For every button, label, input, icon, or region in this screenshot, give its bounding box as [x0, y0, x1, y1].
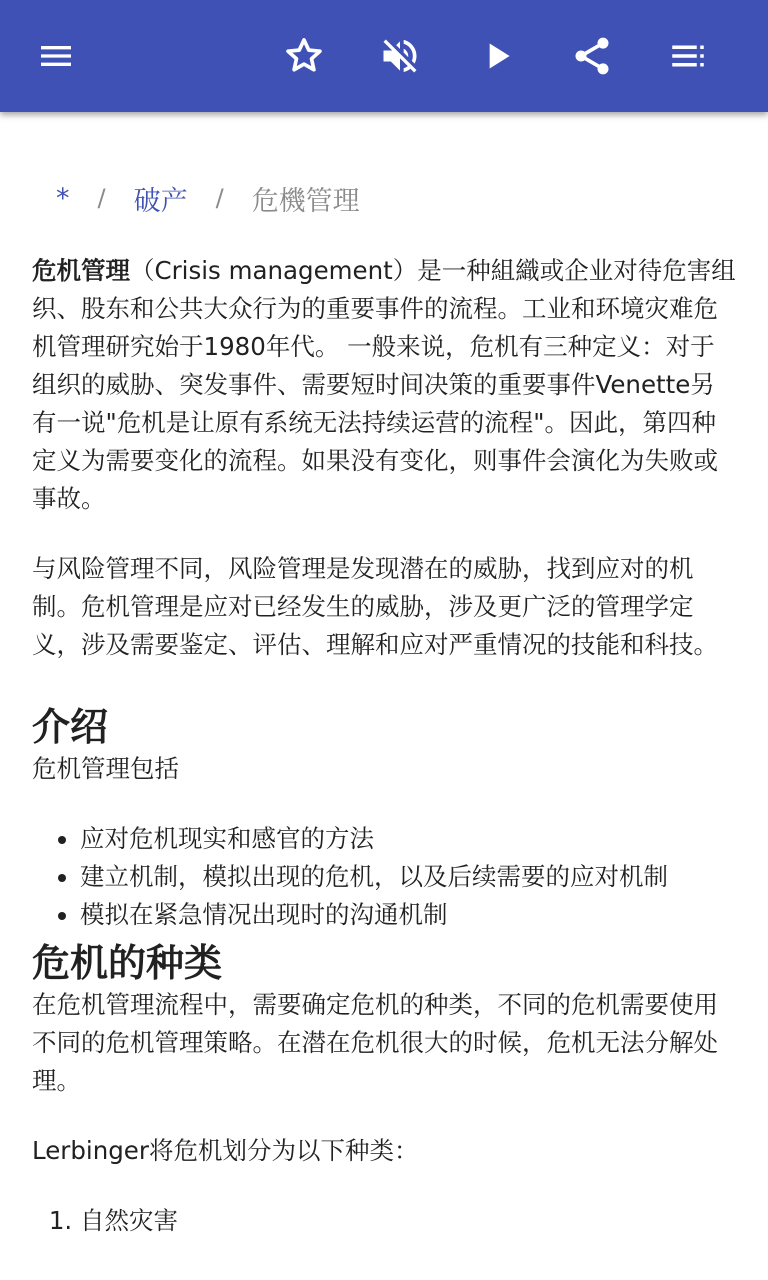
breadcrumb-current: 危機管理 — [251, 185, 360, 217]
playlist-icon — [667, 35, 709, 77]
article-term: 危机管理 — [32, 256, 130, 285]
intro-list — [32, 820, 738, 934]
breadcrumb-separator: / — [97, 184, 106, 212]
menu-button[interactable] — [24, 24, 88, 88]
mute-button[interactable] — [368, 24, 432, 88]
article-paragraph — [32, 252, 738, 518]
article-paragraph: 在危机管理流程中，需要确定危机的种类，不同的危机需要使用不同的危机管理策略。在潜在危机很大的时候，危机无法分解处理。 — [32, 990, 718, 1095]
app-toolbar — [0, 0, 768, 112]
share-button[interactable] — [560, 24, 624, 88]
article-body — [32, 252, 738, 1240]
breadcrumb — [56, 178, 360, 218]
share-icon — [570, 34, 614, 78]
star-icon — [282, 34, 326, 78]
section-heading-types: 危机的种类 — [32, 941, 223, 985]
play-icon — [478, 36, 518, 76]
play-button[interactable] — [466, 24, 530, 88]
list-item: • 应对危机现实和感官的方法 — [80, 820, 738, 858]
list-item: 1. 自然灾害 — [80, 1202, 738, 1240]
article-paragraph: 危机管理包括 — [32, 754, 179, 783]
article-paragraph: Lerbinger将危机划分为以下种类： — [32, 1136, 419, 1165]
article-paragraph: 与风险管理不同，风险管理是发现潜在的威胁，找到应对的机制。危机管理是应对已经发生的威胁，涉及更广泛的管理学定义，涉及需要鉴定、评估、理解和应对严重情况的技能和科技。 — [32, 554, 718, 659]
list-item: • 模拟在紧急情况出现时的沟通机制 — [80, 896, 738, 934]
breadcrumb-home-link[interactable]: * — [56, 182, 70, 214]
breadcrumb-separator: / — [215, 184, 224, 212]
menu-icon — [36, 36, 76, 76]
favorite-button[interactable] — [272, 24, 336, 88]
list-item: • 建立机制，模拟出现的危机，以及后续需要的应对机制 — [80, 858, 738, 896]
article-content — [0, 112, 768, 1280]
volume-off-icon — [378, 34, 422, 78]
types-list — [32, 1202, 738, 1240]
contents-button[interactable] — [656, 24, 720, 88]
section-heading-intro: 介绍 — [32, 705, 109, 749]
breadcrumb-parent-link[interactable]: 破产 — [133, 185, 188, 217]
article-paragraph-text: （Crisis management）是一种組織或企业对待危害组织、股东和公共大众行为的重要事件的流程。工业和环境灾难危机管理研究始于1980年代。 一般来说，危机有三种定义：对于组织的威胁、突发事件、需要短时间决策的重要事件Venette另有一说"危机是让原有系统无法持续运营的流程"。因此，第四种定义为需要变化的流程。如果没有变化，则事件会演化为失败或事故。 — [32, 256, 736, 513]
